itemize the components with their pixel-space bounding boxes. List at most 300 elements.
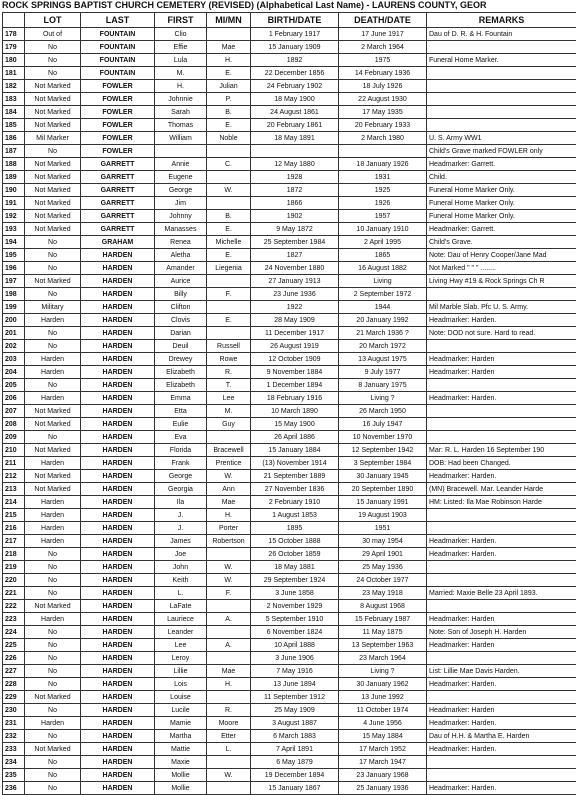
row-number: 211 (3, 457, 25, 470)
header-death: DEATH/DATE (339, 13, 427, 28)
remarks-cell (427, 431, 576, 444)
last-name-cell: HARDEN (81, 561, 155, 574)
row-number: 185 (3, 119, 25, 132)
birth-date-cell: 1866 (251, 197, 339, 210)
lot-cell: Not Marked (25, 470, 81, 483)
middle-name-cell: F. (207, 288, 251, 301)
last-name-cell: HARDEN (81, 262, 155, 275)
remarks-cell (427, 600, 576, 613)
row-number: 226 (3, 652, 25, 665)
row-number: 192 (3, 210, 25, 223)
first-name-cell: Keith (155, 574, 207, 587)
remarks-cell (427, 41, 576, 54)
remarks-cell (427, 418, 576, 431)
remarks-cell: Funeral Home Marker Only. (427, 197, 576, 210)
last-name-cell: HARDEN (81, 444, 155, 457)
table-row (3, 652, 576, 665)
lot-cell: Harden (25, 366, 81, 379)
remarks-cell (427, 379, 576, 392)
first-name-cell: Annie (155, 158, 207, 171)
death-date-cell: 23 March 1964 (339, 652, 427, 665)
birth-date-cell: 12 October 1909 (251, 353, 339, 366)
remarks-cell (427, 652, 576, 665)
middle-name-cell: Rowe (207, 353, 251, 366)
birth-date-cell: 1 December 1894 (251, 379, 339, 392)
birth-date-cell: 25 September 1984 (251, 236, 339, 249)
death-date-cell: 1865 (339, 249, 427, 262)
middle-name-cell: R. (207, 366, 251, 379)
first-name-cell: Lula (155, 54, 207, 67)
birth-date-cell: 19 December 1894 (251, 769, 339, 782)
lot-cell: Not Marked (25, 197, 81, 210)
death-date-cell: 2 March 1964 (339, 41, 427, 54)
middle-name-cell: L. (207, 743, 251, 756)
middle-name-cell (207, 28, 251, 41)
remarks-cell: Dau of D. R. & H. Fountain (427, 28, 576, 41)
last-name-cell: HARDEN (81, 782, 155, 795)
remarks-cell: List: Lillie Mae Davis Harden. (427, 665, 576, 678)
middle-name-cell: A. (207, 639, 251, 652)
middle-name-cell: C. (207, 158, 251, 171)
death-date-cell: 20 February 1933 (339, 119, 427, 132)
table-row (3, 613, 576, 626)
table-row (3, 561, 576, 574)
death-date-cell: 17 March 1947 (339, 756, 427, 769)
table-row (3, 665, 576, 678)
row-number: 231 (3, 717, 25, 730)
table-row (3, 782, 576, 795)
first-name-cell: Jim (155, 197, 207, 210)
last-name-cell: HARDEN (81, 652, 155, 665)
birth-date-cell: 3 June 1858 (251, 587, 339, 600)
middle-name-cell: A. (207, 613, 251, 626)
middle-name-cell: Guy (207, 418, 251, 431)
death-date-cell: 23 May 1918 (339, 587, 427, 600)
last-name-cell: FOUNTAIN (81, 41, 155, 54)
death-date-cell: 17 May 1935 (339, 106, 427, 119)
last-name-cell: HARDEN (81, 587, 155, 600)
birth-date-cell: 1895 (251, 522, 339, 535)
table-row (3, 431, 576, 444)
table-row (3, 275, 576, 288)
death-date-cell: 25 May 1936 (339, 561, 427, 574)
death-date-cell: 8 January 1975 (339, 379, 427, 392)
last-name-cell: HARDEN (81, 509, 155, 522)
middle-name-cell: Etter (207, 730, 251, 743)
death-date-cell: 22 August 1930 (339, 93, 427, 106)
remarks-cell: Dau of H.H. & Martha E. Harden (427, 730, 576, 743)
death-date-cell: 9 July 1977 (339, 366, 427, 379)
remarks-cell: Child's Grave. (427, 236, 576, 249)
lot-cell: No (25, 431, 81, 444)
first-name-cell: Etta (155, 405, 207, 418)
row-number: 236 (3, 782, 25, 795)
lot-cell: Not Marked (25, 483, 81, 496)
first-name-cell: Leroy (155, 652, 207, 665)
death-date-cell: 13 June 1992 (339, 691, 427, 704)
last-name-cell: FOWLER (81, 93, 155, 106)
birth-date-cell: 26 August 1919 (251, 340, 339, 353)
lot-cell: Not Marked (25, 106, 81, 119)
first-name-cell: Manasses (155, 223, 207, 236)
death-date-cell: 3 September 1984 (339, 457, 427, 470)
birth-date-cell: 1 August 1853 (251, 509, 339, 522)
remarks-cell: Note: DOD not sure. Hard to read. (427, 327, 576, 340)
death-date-cell: 17 June 1917 (339, 28, 427, 41)
lot-cell: Not Marked (25, 171, 81, 184)
last-name-cell: HARDEN (81, 522, 155, 535)
first-name-cell: Clio (155, 28, 207, 41)
lot-cell: No (25, 561, 81, 574)
table-row (3, 301, 576, 314)
remarks-cell: Living Hwy #19 & Rock Springs Ch R (427, 275, 576, 288)
death-date-cell: 20 March 1972 (339, 340, 427, 353)
table-row (3, 522, 576, 535)
last-name-cell: HARDEN (81, 548, 155, 561)
middle-name-cell: H. (207, 509, 251, 522)
table-row (3, 210, 576, 223)
last-name-cell: FOWLER (81, 119, 155, 132)
remarks-cell: Headmarker: Harden (427, 613, 576, 626)
first-name-cell: George (155, 470, 207, 483)
row-number: 217 (3, 535, 25, 548)
death-date-cell: 13 August 1975 (339, 353, 427, 366)
remarks-cell: Headmarker: Harden. (427, 743, 576, 756)
last-name-cell: FOUNTAIN (81, 67, 155, 80)
birth-date-cell: 11 December 1917 (251, 327, 339, 340)
death-date-cell: 15 May 1884 (339, 730, 427, 743)
lot-cell: Not Marked (25, 158, 81, 171)
death-date-cell: 24 October 1977 (339, 574, 427, 587)
remarks-cell: Headmarker: Harden. (427, 392, 576, 405)
birth-date-cell: 15 January 1867 (251, 782, 339, 795)
row-number: 181 (3, 67, 25, 80)
birth-date-cell: 1922 (251, 301, 339, 314)
birth-date-cell: 9 May 1872 (251, 223, 339, 236)
first-name-cell: Billy (155, 288, 207, 301)
death-date-cell: 15 January 1991 (339, 496, 427, 509)
death-date-cell: 1975 (339, 54, 427, 67)
death-date-cell: 11 October 1974 (339, 704, 427, 717)
table-row (3, 249, 576, 262)
row-number: 213 (3, 483, 25, 496)
last-name-cell: HARDEN (81, 730, 155, 743)
lot-cell: Not Marked (25, 600, 81, 613)
table-row (3, 184, 576, 197)
lot-cell: Harden (25, 509, 81, 522)
row-number: 182 (3, 80, 25, 93)
remarks-cell: Funeral Home Marker Only. (427, 210, 576, 223)
row-number: 203 (3, 353, 25, 366)
middle-name-cell: M. (207, 405, 251, 418)
middle-name-cell: Prentice (207, 457, 251, 470)
birth-date-cell: 18 May 1900 (251, 93, 339, 106)
first-name-cell: Florida (155, 444, 207, 457)
last-name-cell: HARDEN (81, 366, 155, 379)
death-date-cell: 11 May 1875 (339, 626, 427, 639)
birth-date-cell: 1892 (251, 54, 339, 67)
header-first: FIRST (155, 13, 207, 28)
death-date-cell: 1944 (339, 301, 427, 314)
lot-cell: Not Marked (25, 275, 81, 288)
middle-name-cell: H. (207, 678, 251, 691)
table-row (3, 262, 576, 275)
row-number: 207 (3, 405, 25, 418)
lot-cell: No (25, 652, 81, 665)
table-row (3, 379, 576, 392)
row-number: 221 (3, 587, 25, 600)
death-date-cell: 13 September 1963 (339, 639, 427, 652)
last-name-cell: HARDEN (81, 743, 155, 756)
last-name-cell: HARDEN (81, 769, 155, 782)
birth-date-cell: 27 November 1836 (251, 483, 339, 496)
table-row (3, 340, 576, 353)
remarks-cell (427, 106, 576, 119)
birth-date-cell: 3 June 1906 (251, 652, 339, 665)
row-number: 218 (3, 548, 25, 561)
row-number: 206 (3, 392, 25, 405)
remarks-cell (427, 119, 576, 132)
row-number: 190 (3, 184, 25, 197)
lot-cell: Not Marked (25, 80, 81, 93)
death-date-cell: 30 may 1954 (339, 535, 427, 548)
middle-name-cell (207, 548, 251, 561)
table-row (3, 223, 576, 236)
row-number: 215 (3, 509, 25, 522)
lot-cell: Harden (25, 392, 81, 405)
row-number: 201 (3, 327, 25, 340)
last-name-cell: HARDEN (81, 665, 155, 678)
row-number: 208 (3, 418, 25, 431)
first-name-cell: Martha (155, 730, 207, 743)
middle-name-cell (207, 275, 251, 288)
last-name-cell: HARDEN (81, 704, 155, 717)
last-name-cell: HARDEN (81, 379, 155, 392)
middle-name-cell: E. (207, 314, 251, 327)
middle-name-cell: F. (207, 587, 251, 600)
last-name-cell: HARDEN (81, 535, 155, 548)
death-date-cell: Living ? (339, 665, 427, 678)
last-name-cell: HARDEN (81, 431, 155, 444)
death-date-cell: 12 September 1942 (339, 444, 427, 457)
row-number: 225 (3, 639, 25, 652)
lot-cell: No (25, 249, 81, 262)
first-name-cell: Mamie (155, 717, 207, 730)
death-date-cell: 14 February 1936 (339, 67, 427, 80)
table-row (3, 717, 576, 730)
row-number: 196 (3, 262, 25, 275)
first-name-cell: George (155, 184, 207, 197)
remarks-cell: (MN) Bracewell. Mar. Leander Harde (427, 483, 576, 496)
birth-date-cell: 6 May 1879 (251, 756, 339, 769)
birth-date-cell: 15 October 1888 (251, 535, 339, 548)
last-name-cell: HARDEN (81, 275, 155, 288)
row-number: 194 (3, 236, 25, 249)
lot-cell: No (25, 574, 81, 587)
table-row (3, 496, 576, 509)
death-date-cell: 26 March 1950 (339, 405, 427, 418)
lot-cell: Harden (25, 314, 81, 327)
table-row (3, 548, 576, 561)
death-date-cell: 25 January 1936 (339, 782, 427, 795)
first-name-cell: James (155, 535, 207, 548)
death-date-cell: 1951 (339, 522, 427, 535)
last-name-cell: GARRETT (81, 184, 155, 197)
last-name-cell: HARDEN (81, 756, 155, 769)
middle-name-cell: E. (207, 67, 251, 80)
remarks-cell (427, 769, 576, 782)
row-number: 223 (3, 613, 25, 626)
middle-name-cell (207, 197, 251, 210)
last-name-cell: HARDEN (81, 717, 155, 730)
first-name-cell: Darian (155, 327, 207, 340)
middle-name-cell (207, 327, 251, 340)
last-name-cell: HARDEN (81, 483, 155, 496)
death-date-cell: 8 August 1968 (339, 600, 427, 613)
last-name-cell: GARRETT (81, 158, 155, 171)
first-name-cell: M. (155, 67, 207, 80)
remarks-cell (427, 522, 576, 535)
table-row (3, 106, 576, 119)
birth-date-cell: 1902 (251, 210, 339, 223)
middle-name-cell: W. (207, 561, 251, 574)
remarks-cell (427, 93, 576, 106)
birth-date-cell: 25 May 1909 (251, 704, 339, 717)
last-name-cell: HARDEN (81, 626, 155, 639)
lot-cell: Not Marked (25, 743, 81, 756)
lot-cell: No (25, 145, 81, 158)
table-row (3, 587, 576, 600)
death-date-cell: 1926 (339, 197, 427, 210)
lot-cell: Harden (25, 522, 81, 535)
remarks-cell (427, 405, 576, 418)
table-row (3, 457, 576, 470)
first-name-cell: Renea (155, 236, 207, 249)
first-name-cell: Louise (155, 691, 207, 704)
remarks-cell: Married: Maxie Belle 23 April 1893. (427, 587, 576, 600)
remarks-cell: Headmarker: Harden (427, 366, 576, 379)
remarks-cell: U. S. Army WW1 (427, 132, 576, 145)
middle-name-cell: Noble (207, 132, 251, 145)
table-row (3, 197, 576, 210)
first-name-cell: J. (155, 509, 207, 522)
middle-name-cell: T. (207, 379, 251, 392)
remarks-cell: Headmarker: Garrett. (427, 223, 576, 236)
birth-date-cell: 18 May 1891 (251, 132, 339, 145)
row-number: 202 (3, 340, 25, 353)
first-name-cell: LaFate (155, 600, 207, 613)
lot-cell: No (25, 769, 81, 782)
birth-date-cell: 9 November 1884 (251, 366, 339, 379)
header-mi: MI/MN (207, 13, 251, 28)
lot-cell: Military (25, 301, 81, 314)
row-number: 191 (3, 197, 25, 210)
table-row (3, 418, 576, 431)
birth-date-cell: 5 September 1910 (251, 613, 339, 626)
remarks-cell (427, 691, 576, 704)
middle-name-cell: B. (207, 210, 251, 223)
remarks-cell (427, 67, 576, 80)
middle-name-cell: Liegenia (207, 262, 251, 275)
row-number: 233 (3, 743, 25, 756)
middle-name-cell: Julian (207, 80, 251, 93)
lot-cell: No (25, 288, 81, 301)
lot-cell: Harden (25, 535, 81, 548)
lot-cell: No (25, 379, 81, 392)
death-date-cell: 20 January 1992 (339, 314, 427, 327)
death-date-cell: 4 June 1956 (339, 717, 427, 730)
lot-cell: Not Marked (25, 184, 81, 197)
table-row (3, 236, 576, 249)
death-date-cell: 2 March 1980 (339, 132, 427, 145)
last-name-cell: FOUNTAIN (81, 28, 155, 41)
first-name-cell: Johnnie (155, 93, 207, 106)
birth-date-cell: 10 March 1890 (251, 405, 339, 418)
death-date-cell: 16 July 1947 (339, 418, 427, 431)
remarks-cell (427, 80, 576, 93)
page-title: ROCK SPRINGS BAPTIST CHURCH CEMETERY (REVISED) (Alphabetical Last Name) - LAURENS COUNTY, GEOR (2, 0, 576, 11)
table-row (3, 730, 576, 743)
remarks-cell: Headmarker: Harden. (427, 548, 576, 561)
middle-name-cell: W. (207, 184, 251, 197)
table-row (3, 314, 576, 327)
first-name-cell: J. (155, 522, 207, 535)
first-name-cell: John (155, 561, 207, 574)
birth-date-cell: 23 June 1936 (251, 288, 339, 301)
table-row (3, 327, 576, 340)
last-name-cell: GARRETT (81, 223, 155, 236)
last-name-cell: FOWLER (81, 106, 155, 119)
last-name-cell: HARDEN (81, 249, 155, 262)
last-name-cell: GARRETT (81, 171, 155, 184)
death-date-cell: 10 November 1970 (339, 431, 427, 444)
first-name-cell: Lee (155, 639, 207, 652)
birth-date-cell: 1928 (251, 171, 339, 184)
cemetery-table (2, 12, 576, 795)
first-name-cell: Leander (155, 626, 207, 639)
last-name-cell: HARDEN (81, 340, 155, 353)
first-name-cell: Elizabeth (155, 379, 207, 392)
last-name-cell: GARRETT (81, 197, 155, 210)
birth-date-cell: 18 May 1881 (251, 561, 339, 574)
remarks-cell: Child's Grave marked FOWLER only (427, 145, 576, 158)
middle-name-cell (207, 600, 251, 613)
remarks-cell: Headmarker: Harden. (427, 717, 576, 730)
first-name-cell: William (155, 132, 207, 145)
middle-name-cell (207, 171, 251, 184)
death-date-cell: Living ? (339, 392, 427, 405)
row-number: 219 (3, 561, 25, 574)
remarks-cell: Note: Son of Joseph H. Harden (427, 626, 576, 639)
first-name-cell: Frank (155, 457, 207, 470)
death-date-cell: 1957 (339, 210, 427, 223)
middle-name-cell (207, 301, 251, 314)
table-row (3, 483, 576, 496)
table-row (3, 574, 576, 587)
table-row (3, 28, 576, 41)
birth-date-cell: 21 September 1889 (251, 470, 339, 483)
death-date-cell (339, 145, 427, 158)
header-birth: BIRTH/DATE (251, 13, 339, 28)
death-date-cell: Living (339, 275, 427, 288)
death-date-cell: 16 August 1882 (339, 262, 427, 275)
middle-name-cell: Michelle (207, 236, 251, 249)
table-row (3, 444, 576, 457)
death-date-cell: 30 January 1962 (339, 678, 427, 691)
row-number: 178 (3, 28, 25, 41)
birth-date-cell: 13 June 1894 (251, 678, 339, 691)
row-number: 183 (3, 93, 25, 106)
